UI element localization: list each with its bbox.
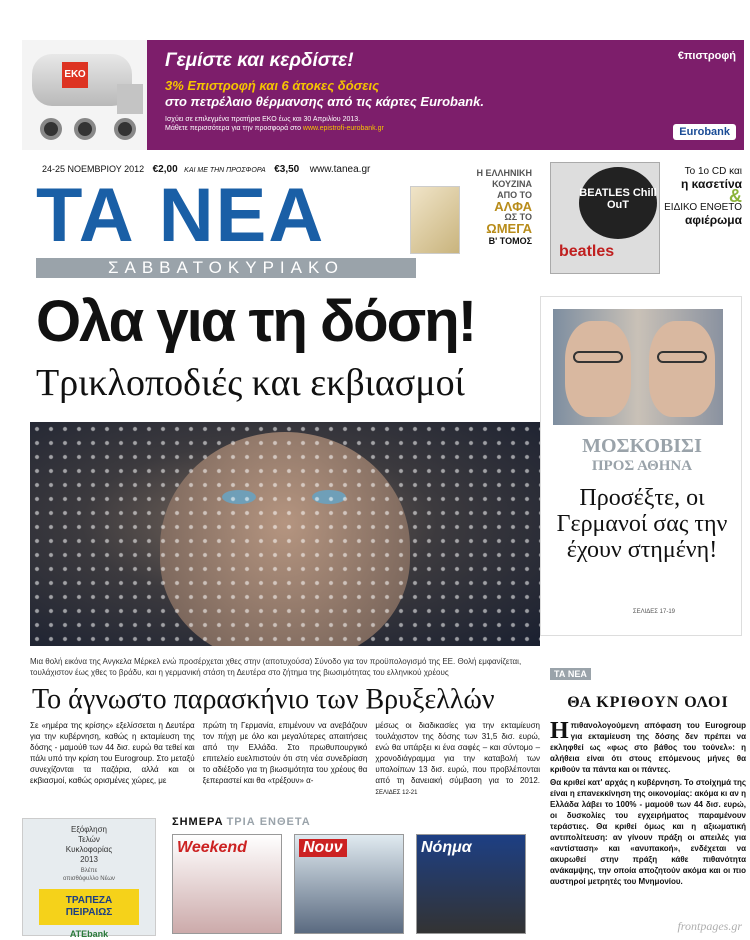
offer-price: €3,50 xyxy=(274,164,300,175)
supplements-label-1: ΣΗΜΕΡΑ xyxy=(172,816,224,828)
cd-offer-text xyxy=(662,166,742,226)
rain-drops xyxy=(30,422,540,646)
sub-headline: Τρικλοποδιές και εκβιασμοί xyxy=(36,362,465,404)
ad-fine-print-line-1: Ισχύει σε επιλεγμένα πρατήρια ΕΚΟ έως και 30 Απριλίου 2013. xyxy=(165,116,361,123)
tax-note-2: οπισθόφυλλο Νέων xyxy=(63,876,115,882)
masthead xyxy=(22,158,744,280)
issue-price: €2,00 xyxy=(152,164,178,175)
tax-note-1: Βλέπε xyxy=(80,868,98,874)
top-advertisement[interactable] xyxy=(22,40,744,150)
editorial-column xyxy=(550,664,746,889)
cookbook-promo xyxy=(462,168,532,247)
editorial-body xyxy=(550,720,746,887)
supplement-weekend-title: Weekend xyxy=(177,839,247,856)
ad-fine-print-line-2 xyxy=(165,124,616,133)
cd-offer-ampersand: & xyxy=(729,186,742,206)
cookbook-line-1: Η ΕΛΛΗΝΙΚΗ xyxy=(476,168,532,178)
newspaper-logo: ΤΑ ΝΕΑ xyxy=(36,173,326,258)
cd-offer-line-2: η κασετίνα xyxy=(681,177,742,191)
brussels-headline[interactable]: Το άγνωστο παρασκήνιο των Βρυξελλών xyxy=(32,684,495,715)
beatles-cd-promo[interactable] xyxy=(550,162,660,274)
sidebar-kicker: ΜΟΣΚΟΒΙΣΙ xyxy=(582,435,702,457)
eko-logo: ΕΚΟ xyxy=(62,62,88,88)
tax-note xyxy=(23,867,155,883)
tax-line-3: Κυκλοφορίας xyxy=(65,845,113,854)
supplement-weekend[interactable] xyxy=(172,834,282,934)
offer-note: ΚΑΙ ΜΕ ΤΗΝ ΠΡΟΣΦΟΡΑ xyxy=(184,167,266,174)
sidebar-pages: ΣΕΛΙΔΕΣ 17-19 xyxy=(632,609,675,615)
cd-disc-icon: BEATLES Chill OuT xyxy=(579,167,657,239)
piraeus-bank-logo xyxy=(39,889,139,925)
cookbook-line-3: ΑΠΟ ΤΟ xyxy=(497,190,532,200)
brussels-pages: ΣΕΛΙΔΕΣ 12-21 xyxy=(375,790,418,796)
supplement-noun-title: Νουν xyxy=(299,839,347,857)
supplements-label-2: ΤΡΙΑ ΕΝΘΕΤΑ xyxy=(226,816,311,828)
supplement-noima-title: Νόημα xyxy=(421,839,472,856)
cd-offer-line-1: Το 1ο CD και xyxy=(684,166,742,177)
drop-cap: Η xyxy=(550,718,569,744)
supplement-noima[interactable] xyxy=(416,834,526,934)
tax-line-2: Τελών xyxy=(78,835,100,844)
cookbook-line-2: ΚΟΥΖΙΝΑ xyxy=(492,179,532,189)
ad-offer-highlight: 3% Επιστροφή και 6 άτοκες δόσεις xyxy=(165,78,380,93)
ad-link[interactable]: www.epistrofi-eurobank.gr xyxy=(302,125,384,132)
lead-photo xyxy=(30,422,540,646)
cd-offer-line-3: ΕΙΔΙΚΟ ΕΝΘΕΤΟ xyxy=(664,202,742,213)
brussels-col-3 xyxy=(375,720,540,799)
cd-tag: beatles xyxy=(559,243,615,260)
brussels-col-3-text: μέσως οι διαδικασίες για την εκταμίευση τουλάχιστον της δόσης των 31,5 δισ. ευρώ, ενώ θα υπάρξει κι ένα σαφές – και σύντομο – χρονοδιάγραμμα για την καταβολή των υπολοίπων 13 δισ. ευρώ, που προβλέπονται από τη δανειακή σύμβαση για το 2012. xyxy=(375,721,541,785)
cookbook-volume: Β' ΤΟΜΟΣ xyxy=(488,236,532,246)
fuel-truck-image xyxy=(22,40,147,150)
tax-payment-ad[interactable] xyxy=(22,818,156,939)
cookbook-line-4: ΑΛΦΑ xyxy=(494,199,532,214)
tax-line-1: Εξόφληση xyxy=(70,825,108,834)
bank-name-1: ΤΡΑΠΕΖΑ xyxy=(65,895,113,906)
cookbook-line-6: ΩΜΕΓΑ xyxy=(486,221,532,236)
brussels-col-1: Σε «ημέρα της κρίσης» εξελίσσεται η Δευτέρα για την κυβέρνηση, καθώς η εκταμίευση της δόσης - μαμούθ των 44 δισ. ευρώ θα τεθεί και πάλι υπό την κρίση του Eurogroup. Στο μεταξύ συνεχίζονται τα παζάρια, αλλά και οι εκβιασμοί, καθώς ορισμένες χώρες, με xyxy=(30,721,195,785)
ad-headline: Γεμίστε και κερδίστε! xyxy=(165,50,354,71)
photo-caption: Μια θολή εικόνα της Ανγκελα Μέρκελ ενώ προσέρχεται χθες στην (αποτυχούσα) Σύνοδο για τον προϋπολογισμό της ΕΕ. Θολή εμφανίζεται, τουλάχιστον έως χθες το βράδυ, και η γερμανική στάση τη Δευτέρα στο ζήτημα της βιωσιμότητας του ελληνικού χρέους xyxy=(30,657,522,677)
editorial-p2: Θα κριθεί κατ' αρχάς η κυβέρνηση. Το στοίχημά της είναι η επανεκκίνηση της οικονομίας: ακόμα κι αν η Ελλάδα λάβει το 100% - μαμούθ των 44 δισ. ευρώ, οι δυσκολίες του εγχειρήματος παραμένουν τεράστιες. Θα κριθεί όμως και η αξιωματική αντιπολίτευση: αν γίνουν πράξη οι απειλές για «αντίσταση» και «ανυπακοή», ενδέχεται να ακυρωθεί στην πράξη κάθε πιθανότητα ανάκαμψης, την οποία αποζητούν ακόμα και οι πιο αυστηροί μετρητές του Μνημονίου. xyxy=(550,778,746,886)
brussels-body xyxy=(30,720,540,799)
moscovici-sidebar[interactable] xyxy=(540,296,742,636)
issue-date: 24-25 ΝΟΕΜΒΡΙΟΥ 2012 xyxy=(42,164,145,174)
cd-offer-line-4: αφιέρωμα xyxy=(685,213,742,227)
ad-fine-print-text: Μάθετε περισσότερα για την προσφορά στο xyxy=(165,125,301,132)
sidebar-kicker-2: ΠΡΟΣ ΑΘΗΝΑ xyxy=(591,458,693,474)
editorial-p1: πιθανολογούμενη απόφαση του Eurogroup για εκταμίευση της δόσης δεν πρέπει να εκληφθεί ως «φως στο βάθος του τούνελ»: η αλήθεια είναι ότι στους επόμενους μήνες θα κριθούν τα πάντα και οι πάντες. xyxy=(550,721,746,774)
eurobank-logo: Eurobank xyxy=(673,124,736,140)
cookbook-line-5: ΩΣ ΤΟ xyxy=(504,212,532,222)
supplement-noun[interactable] xyxy=(294,834,404,934)
epistrofi-logo: €πιστροφή xyxy=(677,50,736,62)
atebank-logo: ATEbank xyxy=(69,929,109,939)
main-headline[interactable]: Ολα για τη δόση! xyxy=(36,289,476,354)
watermark: frontpages.gr xyxy=(677,919,742,933)
sidebar-quote: Προσέξτε, οι Γερμανοί σας την έχουν στημένη! xyxy=(556,485,728,563)
website-link[interactable]: www.tanea.gr xyxy=(309,164,371,175)
edition-bar: ΣΑΒΒΑΤΟΚΥΡΙΑΚΟ xyxy=(36,258,416,278)
portraits-photo xyxy=(553,309,723,425)
ad-offer-rest: στο πετρέλαιο θέρμανσης από τις κάρτες Eurobank. xyxy=(165,94,484,109)
cookbook-cover xyxy=(410,186,460,254)
bank-name-2: ΠΕΙΡΑΙΩΣ xyxy=(65,907,113,918)
ad-offer xyxy=(165,78,616,110)
section-tag: ΤΑ ΝΕΑ xyxy=(550,668,591,680)
editorial-title[interactable]: ΘΑ ΚΡΙΘΟΥΝ ΟΛΟΙ xyxy=(567,694,729,711)
tax-line-4: 2013 xyxy=(80,855,98,864)
supplements-label xyxy=(172,816,526,828)
supplements-strip xyxy=(172,816,526,934)
brussels-col-2: πρώτη τη Γερμανία, επιμένουν να ανεβάζουν τον πήχη με όλο και μεγαλύτερες απαιτήσεις από την Ελλάδα. Στο πρωθυπουργικό επιτελείο ευελπιστούν ότι στη νέα συνεδρίαση το αδιέξοδο για τη βιωσιμότητα του χρέους θα ξεπεραστεί και θα «τρέξουν» α- xyxy=(202,721,368,785)
ad-fine-print xyxy=(165,115,616,133)
